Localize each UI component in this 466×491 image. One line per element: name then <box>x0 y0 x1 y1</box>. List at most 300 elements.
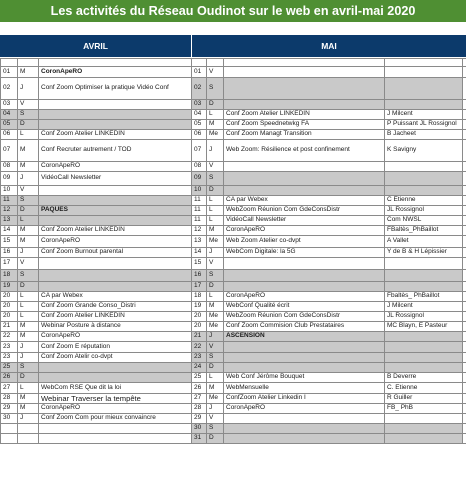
calendar-row <box>0 311 466 321</box>
may-day-number: 20 <box>191 311 206 321</box>
may-activity <box>223 269 384 281</box>
april-activity <box>38 99 191 109</box>
may-organizer <box>384 423 462 433</box>
april-day-number: 19 <box>0 281 17 291</box>
april-activity <box>38 119 191 129</box>
may-organizer <box>384 362 462 372</box>
may-organizer <box>384 331 462 341</box>
april-day-number: 30 <box>0 413 17 423</box>
april-day-number: 29 <box>0 403 17 413</box>
calendar-row <box>0 109 466 119</box>
may-day-number: 05 <box>191 119 206 129</box>
april-activity: Conf Zoom Grande Conso_Distri <box>38 301 191 311</box>
may-activity <box>223 257 384 269</box>
may-organizer: Fbaltès_ PhBaillot <box>384 291 462 301</box>
april-activity: Conf Zoom Burnout parental <box>38 247 191 257</box>
may-activity: CoronApeRO <box>223 403 384 413</box>
april-activity: Conf Zoom Atelier LINKEDIN <box>38 311 191 321</box>
april-weekday: J <box>17 341 38 352</box>
calendar-row <box>0 161 466 171</box>
calendar-row <box>0 139 466 161</box>
april-activity: Conf Zoom Atelir co-dvpt <box>38 352 191 362</box>
may-activity: ConfZoom Atelier Linkedin I <box>223 393 384 403</box>
may-weekday: J <box>206 331 223 341</box>
april-activity: Conf Zoom Com pour mieux convaincre <box>38 413 191 423</box>
row-end-cell <box>462 341 466 352</box>
april-weekday: J <box>17 247 38 257</box>
april-day-number: 18 <box>0 269 17 281</box>
may-activity: WebMensuelle <box>223 382 384 393</box>
april-day-number: 22 <box>0 331 17 341</box>
calendar-row <box>0 403 466 413</box>
april-weekday: L <box>17 129 38 139</box>
may-organizer: R Guiller <box>384 393 462 403</box>
row-end-cell <box>462 205 466 215</box>
may-activity: WebConf Qualité écrit <box>223 301 384 311</box>
april-activity: Conf Zoom Atelier LINKEDIN <box>38 225 191 235</box>
april-activity: Webinar Traverser la tempête <box>38 393 191 403</box>
may-weekday: Me <box>206 311 223 321</box>
calendar-row <box>0 382 466 393</box>
row-end-cell <box>462 247 466 257</box>
row-end-cell <box>462 352 466 362</box>
may-organizer <box>384 185 462 195</box>
april-weekday: L <box>17 311 38 321</box>
may-day-number: 11 <box>191 205 206 215</box>
may-day-number: 08 <box>191 161 206 171</box>
may-weekday: S <box>206 269 223 281</box>
row-end-cell <box>462 225 466 235</box>
row-end-cell <box>462 321 466 331</box>
may-weekday: L <box>206 291 223 301</box>
row-end-cell <box>462 382 466 393</box>
may-weekday: M <box>206 225 223 235</box>
may-day-number: 19 <box>191 301 206 311</box>
row-end-cell <box>462 119 466 129</box>
may-day-number: 01 <box>191 66 206 77</box>
may-day-number: 16 <box>191 269 206 281</box>
may-organizer: B Deverre <box>384 372 462 382</box>
grid-bottom-border <box>0 443 466 444</box>
may-weekday: D <box>206 281 223 291</box>
april-activity: Conf Zoom E réputation <box>38 341 191 352</box>
april-day-number: 02 <box>0 77 17 99</box>
may-activity: Web Zoom Atelier co-dvpt <box>223 235 384 247</box>
may-day-number: 02 <box>191 77 206 99</box>
may-activity <box>223 99 384 109</box>
april-activity: CoronApeRO <box>38 331 191 341</box>
may-weekday: J <box>206 247 223 257</box>
april-weekday: M <box>17 225 38 235</box>
april-weekday: D <box>17 281 38 291</box>
may-day-number: 14 <box>191 247 206 257</box>
row-end-cell <box>462 413 466 423</box>
may-activity: CA par Webex <box>223 195 384 205</box>
may-organizer <box>384 352 462 362</box>
april-activity <box>38 423 191 433</box>
may-activity: VidéoCall Newsletter <box>223 215 384 225</box>
calendar-row <box>0 99 466 109</box>
may-organizer <box>384 99 462 109</box>
may-weekday: L <box>206 215 223 225</box>
row-end-cell <box>462 311 466 321</box>
row-end-cell <box>462 257 466 269</box>
may-activity <box>223 185 384 195</box>
may-day-number: 11 <box>191 215 206 225</box>
row-end-cell <box>462 171 466 185</box>
april-weekday: M <box>17 235 38 247</box>
calendar-row <box>0 58 466 66</box>
may-organizer <box>384 171 462 185</box>
april-weekday <box>17 423 38 433</box>
april-day-number: 16 <box>0 247 17 257</box>
may-day-number <box>191 58 206 66</box>
may-organizer <box>384 58 462 66</box>
may-activity <box>223 433 384 443</box>
calendar-row <box>0 301 466 311</box>
april-weekday: V <box>17 185 38 195</box>
row-end-cell <box>462 185 466 195</box>
april-day-number: 12 <box>0 205 17 215</box>
april-day-number: 04 <box>0 109 17 119</box>
may-day-number: 28 <box>191 403 206 413</box>
may-organizer: P Puissant JL Rossignol <box>384 119 462 129</box>
april-weekday: L <box>17 215 38 225</box>
may-activity: CoronApeRO <box>223 225 384 235</box>
april-activity: PAQUES <box>38 205 191 215</box>
may-day-number: 27 <box>191 393 206 403</box>
may-organizer <box>384 77 462 99</box>
may-weekday: L <box>206 195 223 205</box>
may-activity <box>223 362 384 372</box>
may-day-number: 26 <box>191 382 206 393</box>
may-activity: Conf Zoom Speednetwkg FA <box>223 119 384 129</box>
april-day-number <box>0 423 17 433</box>
april-weekday: M <box>17 139 38 161</box>
may-weekday: S <box>206 77 223 99</box>
row-end-cell <box>462 403 466 413</box>
may-weekday: V <box>206 161 223 171</box>
may-day-number: 07 <box>191 139 206 161</box>
may-activity: Web Zoom: Résilience et post confinement <box>223 139 384 161</box>
row-end-cell <box>462 195 466 205</box>
may-weekday: J <box>206 403 223 413</box>
april-weekday: L <box>17 291 38 301</box>
may-day-number: 29 <box>191 413 206 423</box>
row-end-cell <box>462 66 466 77</box>
may-day-number: 04 <box>191 109 206 119</box>
april-day-number: 01 <box>0 66 17 77</box>
calendar-row <box>0 119 466 129</box>
row-end-cell <box>462 139 466 161</box>
may-weekday: L <box>206 372 223 382</box>
row-end-cell <box>462 372 466 382</box>
month-header <box>0 35 466 57</box>
may-weekday: Me <box>206 321 223 331</box>
may-activity <box>223 58 384 66</box>
april-activity <box>38 58 191 66</box>
may-weekday: D <box>206 99 223 109</box>
may-weekday: Me <box>206 129 223 139</box>
may-activity: WebCom Digitale: la 5G <box>223 247 384 257</box>
calendar-row <box>0 341 466 352</box>
may-weekday: Me <box>206 393 223 403</box>
row-end-cell <box>462 109 466 119</box>
april-activity: CoronApeRO <box>38 235 191 247</box>
april-activity: VidéoCall Newsletter <box>38 171 191 185</box>
may-activity: WebZoom Réunion Com GdeConsDistr <box>223 311 384 321</box>
may-day-number: 11 <box>191 195 206 205</box>
april-day-number: 25 <box>0 362 17 372</box>
april-day-number: 27 <box>0 382 17 393</box>
calendar-row <box>0 195 466 205</box>
april-day-number: 26 <box>0 372 17 382</box>
may-day-number: 24 <box>191 362 206 372</box>
may-organizer: JL Rossignol <box>384 311 462 321</box>
row-end-cell <box>462 235 466 247</box>
may-day-number: 03 <box>191 99 206 109</box>
may-activity <box>223 66 384 77</box>
may-organizer <box>384 257 462 269</box>
may-day-number: 18 <box>191 291 206 301</box>
april-day-number: 20 <box>0 301 17 311</box>
may-activity <box>223 281 384 291</box>
april-activity <box>38 185 191 195</box>
april-activity: Webinar Posture à distance <box>38 321 191 331</box>
month-label-april: AVRIL <box>83 41 108 51</box>
may-activity <box>223 77 384 99</box>
april-weekday: S <box>17 362 38 372</box>
calendar-row <box>0 205 466 215</box>
april-day-number: 23 <box>0 352 17 362</box>
may-day-number: 21 <box>191 331 206 341</box>
april-weekday: V <box>17 99 38 109</box>
april-activity: Conf Recruter autrement / TOD <box>38 139 191 161</box>
may-weekday: S <box>206 423 223 433</box>
may-weekday: V <box>206 66 223 77</box>
may-organizer <box>384 433 462 443</box>
may-organizer: C Etienne <box>384 195 462 205</box>
may-organizer: JL Rossignol <box>384 205 462 215</box>
april-weekday <box>17 433 38 443</box>
row-end-cell <box>462 58 466 66</box>
calendar-row <box>0 433 466 443</box>
april-day-number: 11 <box>0 195 17 205</box>
may-organizer: K Savigny <box>384 139 462 161</box>
may-organizer: A Vallet <box>384 235 462 247</box>
calendar-row <box>0 247 466 257</box>
may-weekday: D <box>206 362 223 372</box>
april-weekday: M <box>17 161 38 171</box>
may-weekday: L <box>206 205 223 215</box>
row-end-cell <box>462 215 466 225</box>
may-day-number: 12 <box>191 225 206 235</box>
may-activity <box>223 413 384 423</box>
april-weekday: M <box>17 393 38 403</box>
april-activity <box>38 109 191 119</box>
calendar-row <box>0 352 466 362</box>
april-day-number: 05 <box>0 119 17 129</box>
calendar-row <box>0 321 466 331</box>
april-day-number <box>0 433 17 443</box>
april-weekday <box>17 58 38 66</box>
may-organizer <box>384 413 462 423</box>
calendar-row <box>0 66 466 77</box>
row-end-cell <box>462 99 466 109</box>
row-end-cell <box>462 129 466 139</box>
april-day-number: 23 <box>0 341 17 352</box>
april-weekday: D <box>17 205 38 215</box>
may-organizer: Y de B & H Lépissier <box>384 247 462 257</box>
calendar-row <box>0 257 466 269</box>
calendar-row <box>0 171 466 185</box>
april-activity <box>38 269 191 281</box>
may-organizer <box>384 66 462 77</box>
calendar-row <box>0 235 466 247</box>
may-weekday: S <box>206 171 223 185</box>
april-day-number: 09 <box>0 171 17 185</box>
may-organizer: C. Etienne <box>384 382 462 393</box>
april-weekday: J <box>17 171 38 185</box>
calendar-row <box>0 393 466 403</box>
may-weekday: S <box>206 352 223 362</box>
april-day-number: 17 <box>0 257 17 269</box>
may-organizer: J Milcent <box>384 109 462 119</box>
april-weekday: L <box>17 382 38 393</box>
row-end-cell <box>462 281 466 291</box>
april-day-number: 07 <box>0 139 17 161</box>
april-activity <box>38 433 191 443</box>
may-weekday: J <box>206 139 223 161</box>
april-day-number: 15 <box>0 235 17 247</box>
may-weekday: M <box>206 382 223 393</box>
may-weekday: M <box>206 119 223 129</box>
may-organizer: J Milcent <box>384 301 462 311</box>
may-day-number: 23 <box>191 352 206 362</box>
may-weekday: D <box>206 433 223 443</box>
april-weekday: S <box>17 269 38 281</box>
calendar-row <box>0 77 466 99</box>
may-organizer <box>384 341 462 352</box>
april-day-number: 20 <box>0 291 17 301</box>
may-day-number: 13 <box>191 235 206 247</box>
calendar-row <box>0 362 466 372</box>
april-activity: WebCom RSE Que dit la loi <box>38 382 191 393</box>
april-day-number: 08 <box>0 161 17 171</box>
row-end-cell <box>462 393 466 403</box>
april-weekday: J <box>17 352 38 362</box>
may-activity <box>223 171 384 185</box>
calendar-row <box>0 225 466 235</box>
april-activity <box>38 372 191 382</box>
may-organizer <box>384 269 462 281</box>
row-end-cell <box>462 269 466 281</box>
may-day-number: 31 <box>191 433 206 443</box>
may-day-number: 20 <box>191 321 206 331</box>
row-end-cell <box>462 291 466 301</box>
calendar-row <box>0 423 466 433</box>
calendar-grid <box>0 58 466 491</box>
calendar-row <box>0 129 466 139</box>
may-activity: Conf Zoom Managt Transition <box>223 129 384 139</box>
may-activity <box>223 352 384 362</box>
may-day-number: 25 <box>191 372 206 382</box>
may-activity <box>223 341 384 352</box>
may-organizer: FB_ PhB <box>384 403 462 413</box>
may-day-number: 10 <box>191 185 206 195</box>
may-weekday: V <box>206 257 223 269</box>
may-organizer: Com NWSL <box>384 215 462 225</box>
may-weekday: M <box>206 301 223 311</box>
may-day-number: 22 <box>191 341 206 352</box>
may-weekday: L <box>206 109 223 119</box>
may-weekday: Me <box>206 235 223 247</box>
may-day-number: 15 <box>191 257 206 269</box>
may-activity: Web Conf Jérôme Bouquet <box>223 372 384 382</box>
may-activity: Conf Zoom Atelier LINKEDIN <box>223 109 384 119</box>
may-day-number: 17 <box>191 281 206 291</box>
april-activity: Conf Zoom Atelier LINKEDIN <box>38 129 191 139</box>
row-end-cell <box>462 423 466 433</box>
april-day-number: 21 <box>0 321 17 331</box>
april-day-number: 14 <box>0 225 17 235</box>
april-weekday: M <box>17 66 38 77</box>
may-weekday <box>206 58 223 66</box>
april-activity: CoronApeRO <box>38 403 191 413</box>
row-end-cell <box>462 301 466 311</box>
april-activity <box>38 195 191 205</box>
april-day-number: 10 <box>0 185 17 195</box>
april-weekday: L <box>17 301 38 311</box>
may-weekday: V <box>206 341 223 352</box>
april-activity: CA par Webex <box>38 291 191 301</box>
april-weekday: D <box>17 372 38 382</box>
april-weekday: D <box>17 119 38 129</box>
april-activity <box>38 257 191 269</box>
calendar-row <box>0 281 466 291</box>
calendar-row <box>0 269 466 281</box>
may-organizer: MC Blayn, E Pasteur <box>384 321 462 331</box>
row-end-cell <box>462 77 466 99</box>
may-activity: ASCENSION <box>223 331 384 341</box>
calendar-row <box>0 215 466 225</box>
april-weekday: V <box>17 257 38 269</box>
april-day-number: 03 <box>0 99 17 109</box>
row-end-cell <box>462 362 466 372</box>
page-title: Les activités du Réseau Oudinot sur le web en avril-mai 2020 <box>0 0 466 22</box>
may-activity <box>223 423 384 433</box>
april-weekday: M <box>17 321 38 331</box>
may-activity: WebZoom Réunion Com GdeConsDistr <box>223 205 384 215</box>
april-activity: Conf Zoom Optimiser la pratique Vidéo Conf <box>38 77 191 99</box>
april-weekday: J <box>17 413 38 423</box>
may-organizer: B Jacheet <box>384 129 462 139</box>
month-label-may: MAI <box>321 41 337 51</box>
april-day-number <box>0 58 17 66</box>
may-weekday: V <box>206 413 223 423</box>
may-day-number: 06 <box>191 129 206 139</box>
may-activity: CoronApeRO <box>223 291 384 301</box>
may-activity <box>223 161 384 171</box>
april-activity <box>38 362 191 372</box>
april-activity: CoronApeRO <box>38 161 191 171</box>
may-organizer: FBaltès_PhBaillot <box>384 225 462 235</box>
row-end-cell <box>462 331 466 341</box>
calendar-row <box>0 291 466 301</box>
april-day-number: 13 <box>0 215 17 225</box>
calendar-row <box>0 413 466 423</box>
april-activity <box>38 281 191 291</box>
